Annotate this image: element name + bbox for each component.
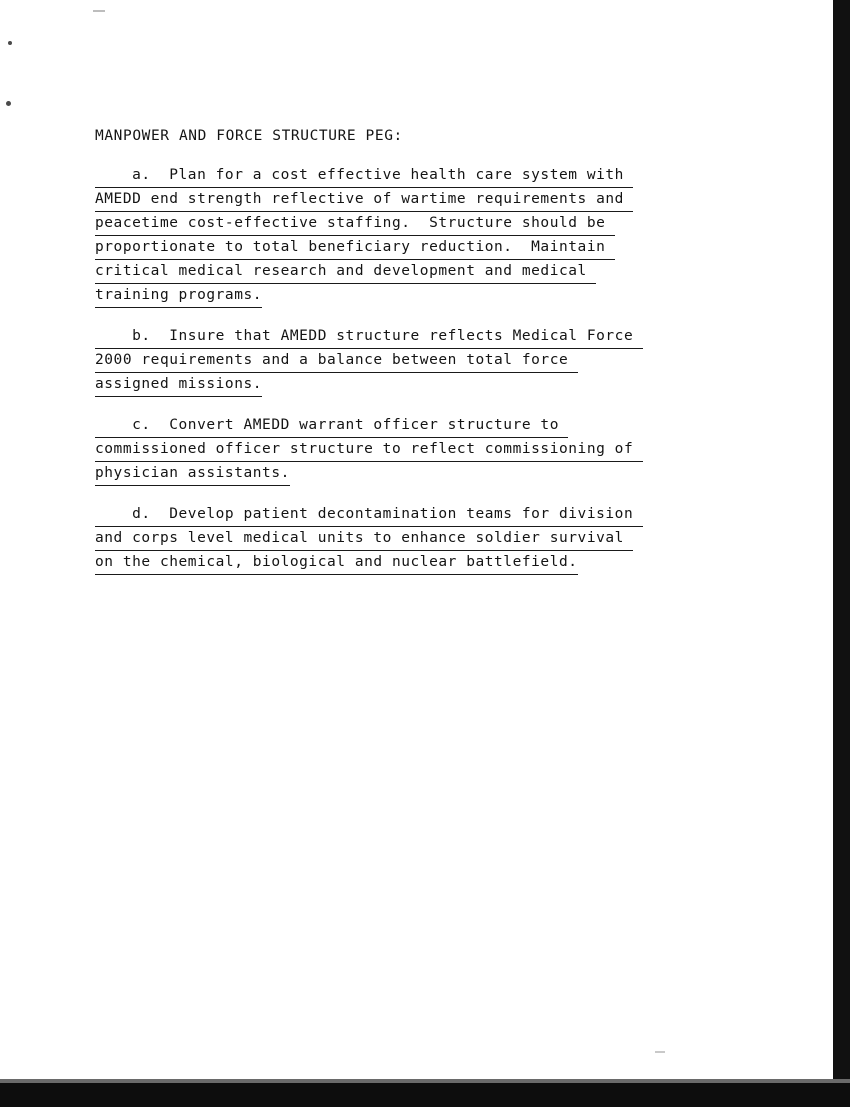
paragraph-line: d. Develop patient decontamination teams for division xyxy=(95,504,643,527)
paragraph-c xyxy=(95,415,715,486)
scan-speck-icon xyxy=(6,101,11,106)
paragraph-line: a. Plan for a cost effective health care system with xyxy=(95,165,633,188)
paragraph-line: on the chemical, biological and nuclear battlefield. xyxy=(95,552,578,575)
page-title: MANPOWER AND FORCE STRUCTURE PEG: xyxy=(95,128,403,144)
paragraph-line: 2000 requirements and a balance between total force xyxy=(95,350,578,373)
paragraph-line: and corps level medical units to enhance soldier survival xyxy=(95,528,633,551)
paragraph-line: b. Insure that AMEDD structure reflects Medical Force xyxy=(95,326,643,349)
paragraph-d xyxy=(95,504,715,575)
paragraph-line: c. Convert AMEDD warrant officer structure to xyxy=(95,415,568,438)
paragraph-line: AMEDD end strength reflective of wartime requirements and xyxy=(95,189,633,212)
paragraph-line: physician assistants. xyxy=(95,463,290,486)
paragraph-line: proportionate to total beneficiary reduction. Maintain xyxy=(95,237,615,260)
document-body xyxy=(95,128,715,593)
scan-edge-right xyxy=(833,0,850,1083)
paragraph-line: peacetime cost-effective staffing. Structure should be xyxy=(95,213,615,236)
scan-mark-icon xyxy=(93,10,105,12)
scan-edge-bottom xyxy=(0,1083,850,1107)
paragraph-line: training programs. xyxy=(95,285,262,308)
scan-speck-icon xyxy=(8,41,12,45)
paragraph-line: assigned missions. xyxy=(95,374,262,397)
paragraph-line: commissioned officer structure to reflect commissioning of xyxy=(95,439,643,462)
paragraph-b xyxy=(95,326,715,397)
paragraph-a xyxy=(95,165,715,308)
scan-mark-icon xyxy=(655,1051,665,1053)
paragraph-line: critical medical research and development and medical xyxy=(95,261,596,284)
